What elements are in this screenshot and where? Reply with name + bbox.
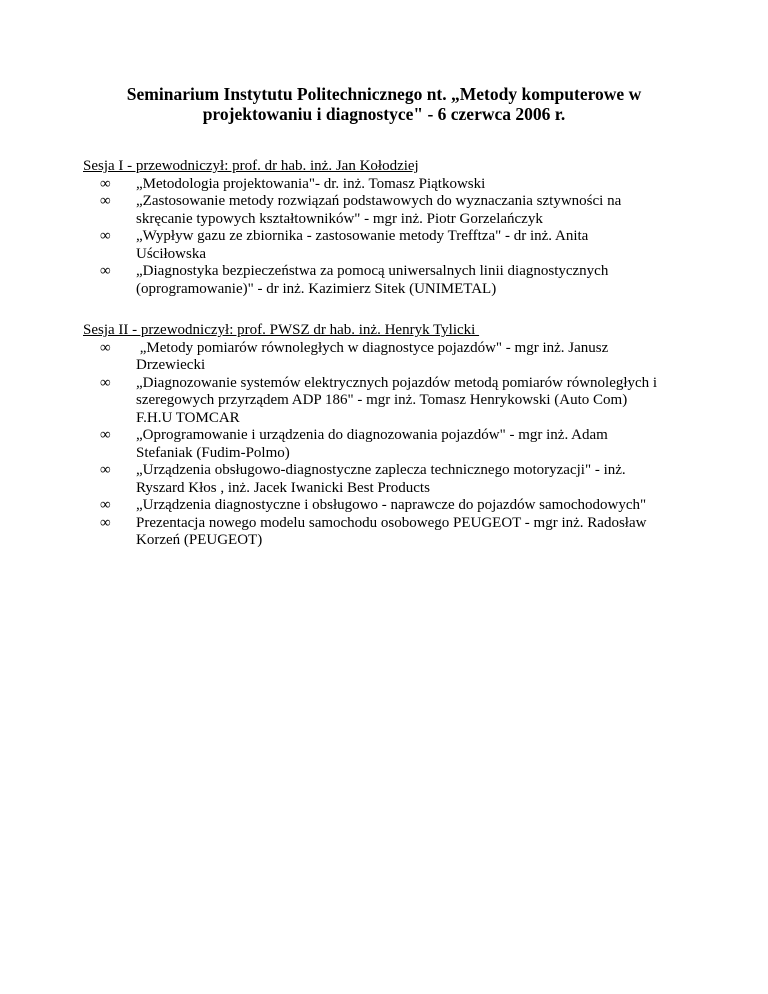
item-text-line: „Oprogramowanie i urządzenia do diagnozowania pojazdów" - mgr inż. Adam bbox=[136, 427, 608, 443]
infinity-bullet-icon: ∞ bbox=[100, 339, 111, 356]
title-line-2: projektowaniu i diagnostyce" - 6 czerwca 2006 r. bbox=[202, 104, 566, 124]
item-text-line: „Diagnozowanie systemów elektrycznych pojazdów metodą pomiarów równoległych i bbox=[136, 374, 658, 391]
list-item bbox=[83, 228, 703, 263]
item-text-line: „Metodologia projektowania"- dr. inż. Tomasz Piątkowski bbox=[136, 175, 486, 192]
item-text-line: „Wypływ gazu ze zbiornika - zastosowanie metody Trefftza" - dr inż. Anita bbox=[136, 228, 589, 244]
list-item bbox=[83, 340, 703, 375]
item-text-line: skręcanie typowych kształtowników" - mgr inż. Piotr Gorzelańczyk bbox=[136, 210, 543, 227]
infinity-bullet-icon: ∞ bbox=[100, 175, 111, 192]
item-text-line: „Urządzenia diagnostyczne i obsługowo - naprawcze do pojazdów samochodowych" bbox=[136, 497, 647, 513]
infinity-bullet-icon: ∞ bbox=[100, 462, 111, 478]
document-title bbox=[84, 84, 684, 124]
item-text-line: Drzewiecki bbox=[136, 357, 206, 373]
item-text-line: Ryszard Kłos , inż. Jacek Iwanicki Best Products bbox=[136, 479, 430, 496]
item-text-line: „Metody pomiarów równoległych w diagnostyce pojazdów" - mgr inż. Janusz bbox=[136, 339, 609, 356]
item-text-line: „Zastosowanie metody rozwiązań podstawowych do wyznaczania sztywności na bbox=[136, 193, 622, 209]
list-item bbox=[83, 462, 703, 497]
infinity-bullet-icon: ∞ bbox=[100, 427, 111, 443]
item-text-line: F.H.U TOMCAR bbox=[136, 409, 240, 426]
infinity-bullet-icon: ∞ bbox=[100, 193, 111, 209]
infinity-bullet-icon: ∞ bbox=[100, 514, 111, 531]
session-2-list bbox=[83, 340, 703, 550]
item-text-line: Prezentacja nowego modelu samochodu osobowego PEUGEOT - mgr inż. Radosław bbox=[136, 514, 647, 531]
list-item bbox=[83, 176, 703, 194]
title-line-1: Seminarium Instytutu Politechnicznego nt. „Metody komputerowe w bbox=[126, 84, 642, 104]
infinity-bullet-icon: ∞ bbox=[100, 228, 111, 244]
list-item bbox=[83, 515, 703, 550]
session-1-header: Sesja I - przewodniczył: prof. dr hab. inż. Jan Kołodziej bbox=[83, 158, 419, 174]
session-1 bbox=[83, 158, 703, 298]
item-text-line: „Diagnostyka bezpieczeństwa za pomocą uniwersalnych linii diagnostycznych bbox=[136, 263, 609, 279]
list-item bbox=[83, 263, 703, 298]
item-text-line: Stefaniak (Fudim-Polmo) bbox=[136, 444, 290, 461]
infinity-bullet-icon: ∞ bbox=[100, 263, 111, 279]
item-text-line: „Urządzenia obsługowo-diagnostyczne zaplecza technicznego motoryzacji" - inż. bbox=[136, 462, 626, 478]
list-item bbox=[83, 193, 703, 228]
item-text-line: Korzeń (PEUGEOT) bbox=[136, 532, 263, 548]
list-item bbox=[83, 497, 703, 515]
session-1-list bbox=[83, 176, 703, 299]
session-2-header: Sesja II - przewodniczył: prof. PWSZ dr hab. inż. Henryk Tylicki bbox=[83, 322, 480, 338]
list-item bbox=[83, 375, 703, 428]
item-text-line: szeregowych przyrządem ADP 186" - mgr inż. Tomasz Henrykowski (Auto Com) bbox=[136, 392, 628, 408]
list-item bbox=[83, 427, 703, 462]
infinity-bullet-icon: ∞ bbox=[100, 374, 111, 391]
session-2 bbox=[83, 322, 703, 550]
item-text-line: (oprogramowanie)" - dr inż. Kazimierz Sitek (UNIMETAL) bbox=[136, 280, 497, 297]
infinity-bullet-icon: ∞ bbox=[100, 497, 111, 513]
item-text-line: Uściłowska bbox=[136, 245, 206, 262]
